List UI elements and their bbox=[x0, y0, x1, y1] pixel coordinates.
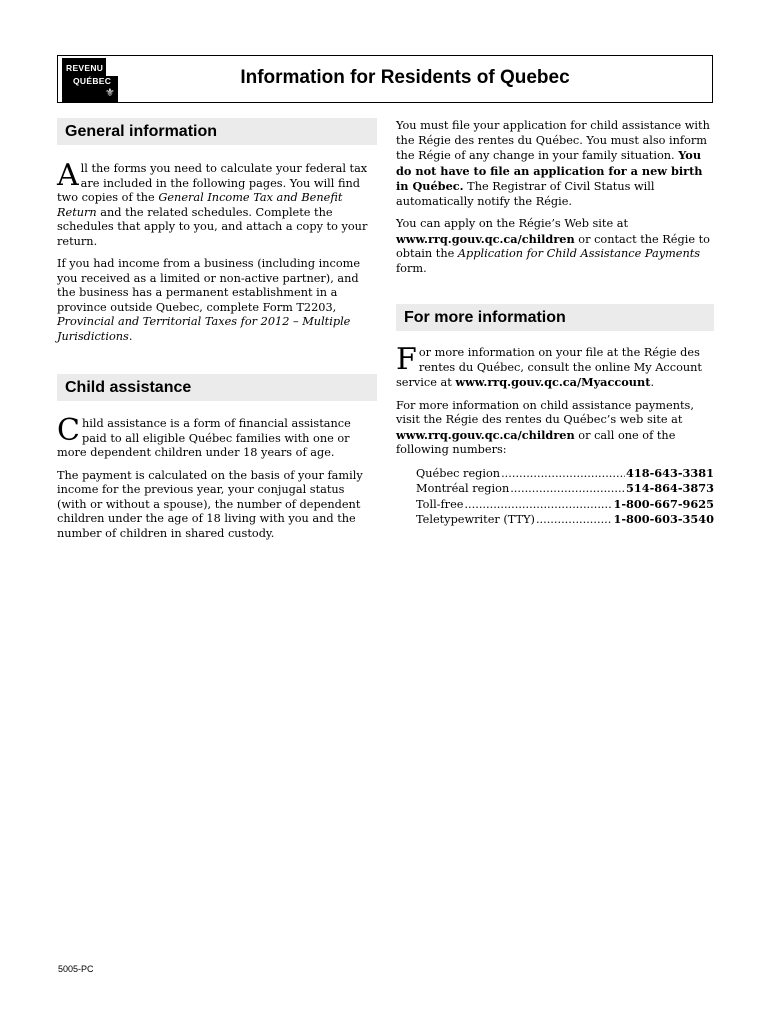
more-paragraph-1: For more information on your file at the Régie des rentes du Québec, consult the online My Account service at www.rrq.gouv.qc.ca/Myaccount. bbox=[396, 342, 702, 389]
children-link-2[interactable]: www.rrq.gouv.qc.ca/children bbox=[396, 427, 575, 442]
phone-row bbox=[416, 512, 714, 528]
right-column bbox=[396, 119, 714, 528]
page-title: Information for Residents of Quebec bbox=[240, 67, 570, 88]
more-information-heading: For more information bbox=[396, 304, 714, 331]
phone-label: Montréal region bbox=[416, 482, 510, 495]
phone-row bbox=[416, 497, 714, 513]
form-code: 5005-PC bbox=[58, 964, 94, 974]
header-box bbox=[57, 55, 713, 103]
phone-number-list bbox=[416, 466, 714, 528]
logo-line-2: QUÉBEC bbox=[73, 76, 112, 86]
phone-row bbox=[416, 481, 714, 497]
child-paragraph-2: The payment is calculated on the basis of your family income for the previous year, your conjugal status (with or without a spouse), the number of dependent children under the age of 18 living with you and the number of children in shared custody. bbox=[57, 468, 363, 540]
phone-label: Toll-free bbox=[416, 497, 464, 511]
phone-number: 514-864-3873 bbox=[626, 481, 714, 495]
child-paragraph-1: Child assistance is a form of financial assistance paid to all eligible Québec families with one or more dependent children under 18 years of age. bbox=[57, 413, 351, 459]
children-link[interactable]: www.rrq.gouv.qc.ca/children bbox=[396, 231, 575, 246]
general-paragraph-2: If you had income from a business (including income you received as a limited or non-active partner), and the business has a permanent establishment in a province outside Quebec, complete Form T2203, Provincial and Territorial Taxes for 2012 – Multiple Jurisdictions. bbox=[57, 257, 361, 343]
myaccount-link[interactable]: www.rrq.gouv.qc.ca/Myaccount bbox=[455, 375, 651, 389]
phone-label: Québec region bbox=[416, 466, 501, 480]
left-column bbox=[57, 118, 377, 549]
child-assistance-heading: Child assistance bbox=[57, 374, 377, 401]
phone-row bbox=[416, 466, 714, 482]
dropcap-c: C bbox=[57, 413, 80, 448]
fleur-de-lis-icon: ⚜ bbox=[105, 86, 115, 99]
phone-number: 1-800-603-3540 bbox=[613, 512, 714, 526]
logo-line-1: REVENU bbox=[66, 63, 104, 73]
dropcap-a: A bbox=[57, 158, 79, 193]
phone-number: 418-643-3381 bbox=[626, 465, 714, 480]
phone-number: 1-800-667-9625 bbox=[613, 496, 714, 511]
general-paragraph-1: All the forms you need to calculate your federal tax are included in the following pages. You will find two copies of the General Income Tax and Benefit Return and the related schedules. Complete the schedules that apply to you, and attach a copy to your return. bbox=[57, 158, 368, 248]
child-application-paragraph: You must file your application for child assistance with the Régie des rentes du Québec. You must also inform the Régie of any change in your family situation. You do not have to file an application for a new birth in Québec. The Registrar of Civil Status will automatically notify the Régie. bbox=[396, 119, 710, 208]
phone-label: Teletypewriter (TTY) bbox=[416, 513, 535, 526]
dropcap-f: F bbox=[396, 342, 417, 377]
general-information-heading: General information bbox=[57, 118, 377, 145]
apply-online-paragraph: You can apply on the Régie’s Web site at www.rrq.gouv.qc.ca/children or contact the Régie to obtain the Application for Child Assistance Payments form. bbox=[396, 217, 710, 275]
more-paragraph-2: For more information on child assistance payments, visit the Régie des rentes du Québec’s web site at www.rrq.gouv.qc.ca/children or call one of the following numbers: bbox=[396, 398, 694, 456]
